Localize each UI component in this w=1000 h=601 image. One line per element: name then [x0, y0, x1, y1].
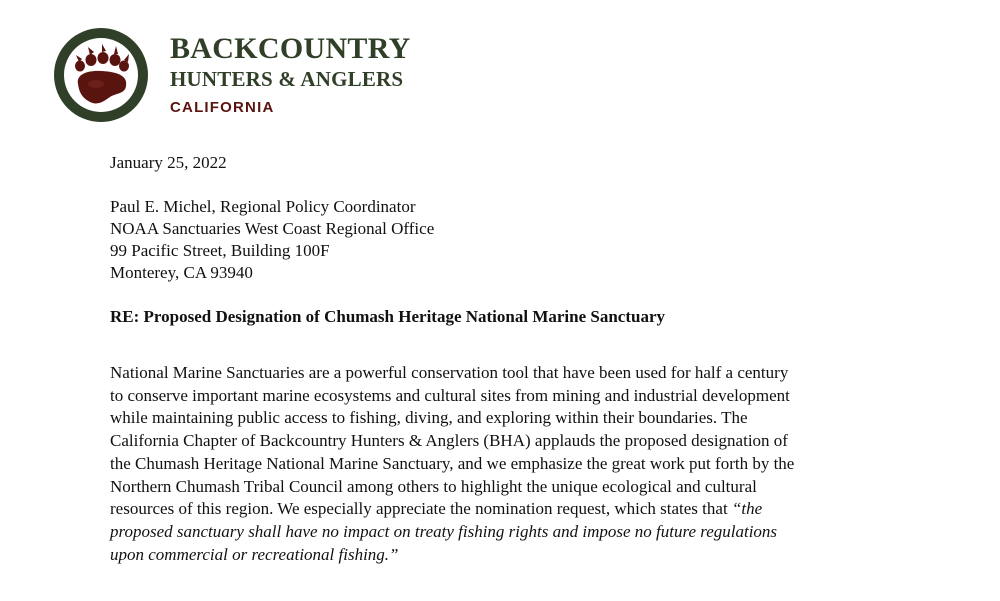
paragraph-line: Northern Chumash Tribal Council among others to highlight the unique ecological and cultural — [110, 476, 757, 496]
paragraph-line: to conserve important marine ecosystems and cultural sites from mining and industrial development — [110, 385, 790, 405]
paragraph-line — [110, 498, 890, 521]
paragraph-line-text: resources of this region. We especially appreciate the nomination request, which states that — [110, 499, 732, 519]
paragraph-line: California Chapter of Backcountry Hunters & Anglers (BHA) applauds the proposed designation of — [110, 431, 788, 451]
paragraph-line: the Chumash Heritage National Marine Sanctuary, and we emphasize the great work put forth by the — [110, 453, 795, 473]
org-name-line2: HUNTERS & ANGLERS — [170, 67, 404, 91]
org-name-line1: BACKCOUNTRY — [170, 32, 411, 65]
recipient-address — [110, 196, 890, 284]
body-paragraph — [110, 362, 890, 566]
recipient-city-state-zip: Monterey, CA 93940 — [110, 263, 253, 282]
chapter-name: CALIFORNIA — [170, 99, 275, 116]
bear-paw-icon — [52, 26, 150, 124]
recipient-name-title: Paul E. Michel, Regional Policy Coordinator — [110, 197, 416, 216]
letter-date: January 25, 2022 — [110, 153, 227, 172]
quote-line: upon commercial or recreational fishing.” — [110, 544, 399, 564]
quote-start: “the — [731, 499, 763, 519]
quote-line: proposed sanctuary shall have no impact on treaty fishing rights and impose no future regulations — [110, 521, 778, 541]
recipient-street: 99 Pacific Street, Building 100F — [110, 241, 330, 260]
subject-line: RE: Proposed Designation of Chumash Heritage National Marine Sanctuary — [110, 307, 666, 326]
letter-body — [110, 152, 890, 566]
org-name-block — [170, 34, 411, 118]
paragraph-line: National Marine Sanctuaries are a powerful conservation tool that have been used for half a century — [110, 363, 789, 382]
recipient-office: NOAA Sanctuaries West Coast Regional Office — [110, 219, 435, 238]
paragraph-line: while maintaining public access to fishing, diving, and exploring within their boundaries. The — [110, 408, 748, 428]
letterhead — [52, 26, 432, 130]
